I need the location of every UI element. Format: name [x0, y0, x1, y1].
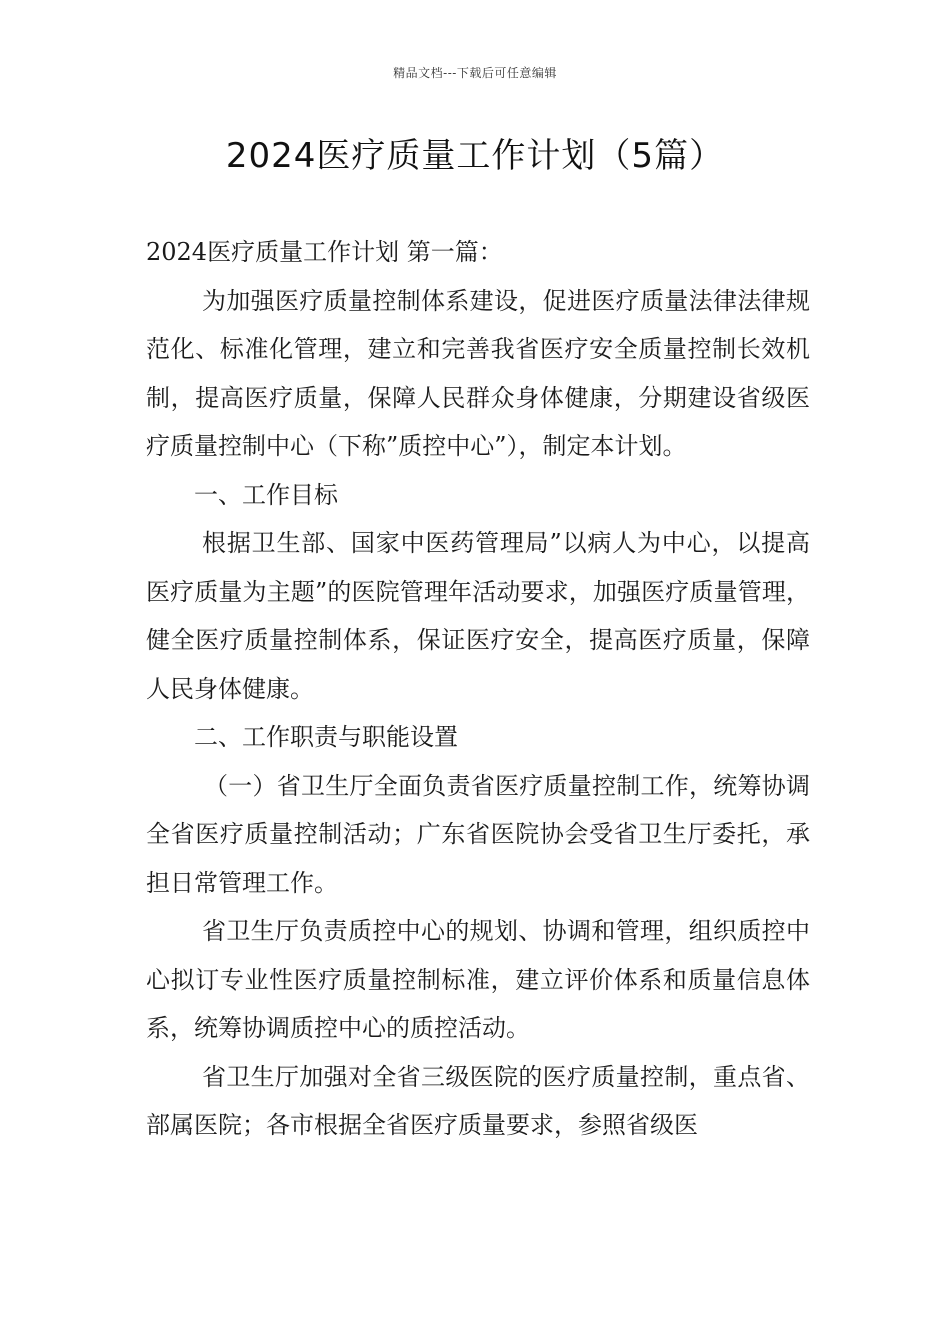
- heading-duties: 二、工作职责与职能设置: [194, 723, 458, 751]
- part-label: 2024医疗质量工作计划 第一篇：: [146, 238, 503, 266]
- document-title: 2024医疗质量工作计划（5篇）: [225, 136, 725, 176]
- document-body: [146, 228, 810, 1150]
- paragraph-goal: 根据卫生部、国家中医药管理局”以病人为中心，以提高医疗质量为主题”的医院管理年活动要求，加强医疗质量管理，健全医疗质量控制体系，保证医疗安全，提高医疗质量，保障人民身体健康。: [146, 529, 810, 703]
- header-watermark: 精品文档---下载后可任意编辑: [393, 66, 557, 80]
- paragraph-duty-1: （一）省卫生厅全面负责省医疗质量控制工作，统筹协调全省医疗质量控制活动；广东省医院协会受省卫生厅委托，承担日常管理工作。: [146, 771, 810, 897]
- paragraph-duty-2: 省卫生厅负责质控中心的规划、协调和管理，组织质控中心拟订专业性医疗质量控制标准，建立评价体系和质量信息体系，统筹协调质控中心的质控活动。: [146, 917, 810, 1042]
- paragraph-duty-3: 省卫生厅加强对全省三级医院的医疗质量控制，重点省、部属医院；各市根据全省医疗质量要求，参照省级医: [146, 1062, 810, 1139]
- heading-work-goals: 一、工作目标: [194, 480, 338, 509]
- paragraph-intro: 为加强医疗质量控制体系建设，促进医疗质量法律法律规范化、标准化管理，建立和完善我省医疗安全质量控制长效机制，提高医疗质量，保障人民群众身体健康，分期建设省级医疗质量控制中心（下称”质控中心”），制定本计划。: [146, 286, 810, 460]
